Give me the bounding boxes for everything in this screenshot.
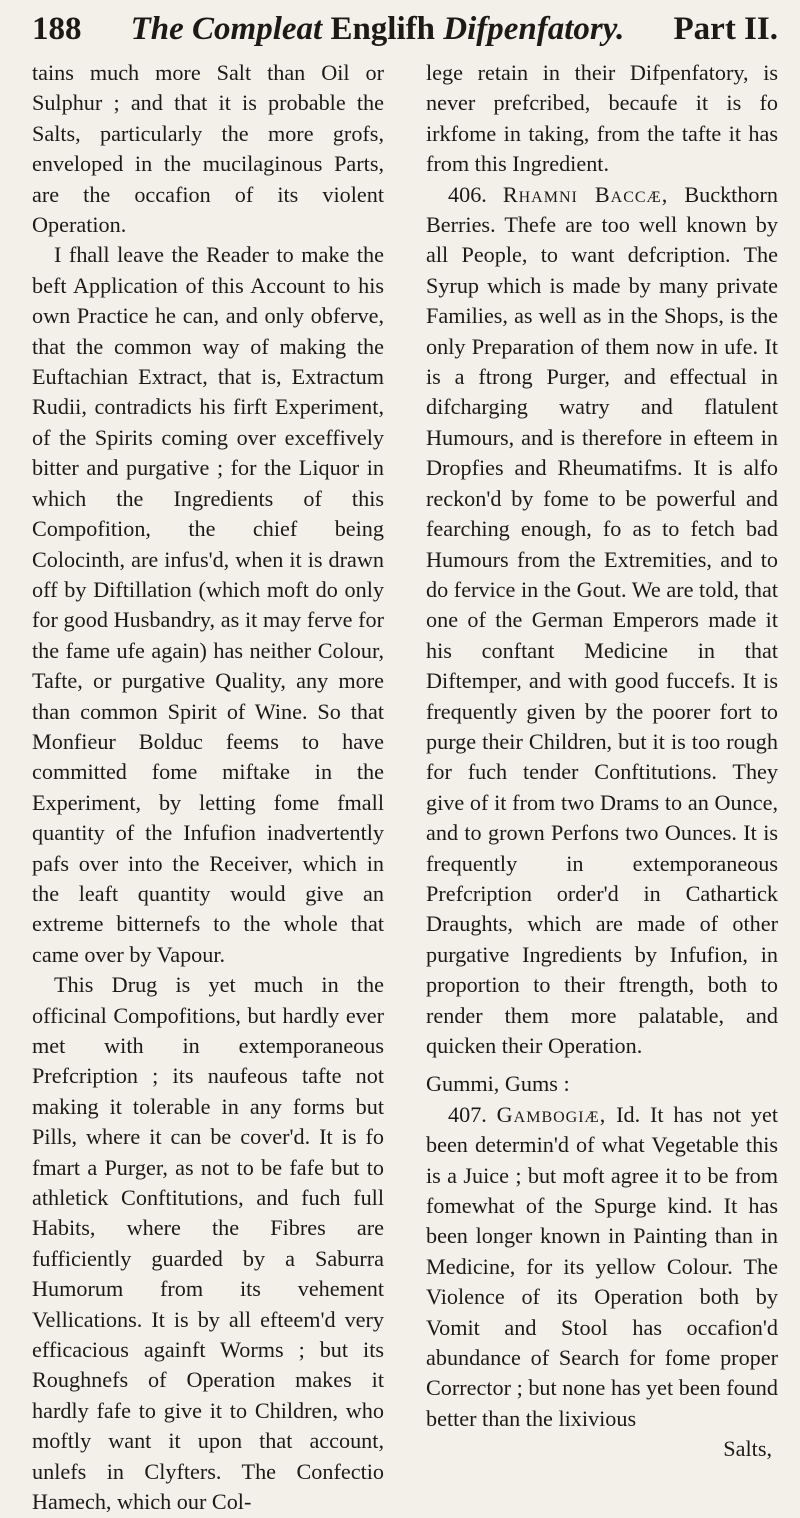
entry-406-text: Buckthorn Berries. Thefe are too well known by all People, to want defcription. The Syrup which is made by many private Families, as well as in the Shops, is the only Preparation of them now in ufe. It is a ftrong Purger, and effectual in difcharging watry and flatulent Humours, and is therefore in efteem in Dropfies and Rheumatifms. It is alfo reckon'd by fome to be powerful and fearching enough, fo as to fetch bad Humours from the Extremities, and to do fervice in the Gout. We are told, that one of the German Emperors made it his conftant Medicine in that Diftemper, and with good fuccefs. It is frequently given by the poorer fort to purge their Children, but it is too rough for fuch tender Conftitutions. They give of it from two Drams to an Ounce, and to grown Perfons two Ounces. It is frequently in extemporaneous Prefcription order'd in Cathartick Draughts, which are made of other purgative Ingredients by Infufion, in proportion to their ftrength, both to render them more palatable, and quicken their Operation.: [426, 181, 778, 1058]
text-columns: [32, 58, 778, 1518]
title-part-1: The Compleat: [130, 11, 323, 47]
left-paragraph-1: tains much more Salt than Oil or Sulphur ; and that it is probable the Salts, particularly the more grofs, enveloped in the mucilaginous Parts, are the occafion of its violent Operation.: [32, 60, 384, 238]
left-paragraph-3: This Drug is yet much in the officinal Compofitions, but hardly ever met with in extemporaneous Prefcription ; its naufeous tafte not making it tolerable in any forms but Pills, where it can be cover'd. It is fo fmart a Purger, as not to be fafe but to athletick Conftitutions, and fuch full Habits, where the Fibres are fufficiently guarded by a Saburra Humorum from its vehement Vellications. It is by all efteem'd very efficacious againft Worms ; but its Roughnefs of Operation makes it hardly fafe to give it to Children, who moftly want it upon that account, unlefs in Clyfters. The Confectio Hamech, which our Col-: [32, 972, 384, 1515]
entry-406-number: 406.: [448, 181, 487, 207]
catchword: Salts,: [723, 1436, 772, 1462]
right-paragraph-1: lege retain in their Difpenfatory, is never prefcribed, becaufe it is fo irkfome in taking, from the tafte it has from this Ingredient.: [426, 60, 778, 177]
entry-407-name: Gambogiæ,: [496, 1101, 607, 1127]
page-number: 188: [32, 11, 82, 47]
entry-407-number: 407.: [448, 1101, 487, 1127]
gummi-heading: Gummi, Gums :: [426, 1071, 570, 1097]
left-paragraph-2: I fhall leave the Reader to make the beft Application of this Account to his own Practice he can, and only obferve, that the common way of making the Euftachian Extract, that is, Extractum Rudii, contradicts his firft Experiment, of the Spirits coming over exceffively bitter and purgative ; for the Liquor in which the Ingredients of this Compofition, the chief being Colocinth, are infus'd, when it is drawn off by Diftillation (which moft do only for good Husbandry, as it may ferve for the fame ufe again) has neither Colour, Tafte, or purgative Quality, any more than common Spirit of Wine. So that Monfieur Bolduc feems to have committed fome miftake in the Experiment, by letting fome fmall quantity of the Infufion inadvertently pafs over into the Receiver, which in the leaft quantity would give an extreme bitternefs to the whole that came over by Vapour.: [32, 242, 384, 967]
entry-407: [426, 1100, 778, 1434]
running-header: [32, 8, 778, 52]
left-column: [32, 58, 384, 1518]
entry-406-name: Rhamni Baccæ,: [502, 181, 669, 207]
title-part-3: Difpenfatory.: [443, 11, 625, 47]
entry-407-text: Id. It has not yet been determin'd of what Vegetable this is a Juice ; but moft agree it to be from fomewhat of the Spurge kind. It has been longer known in Painting than in Medicine, for its yellow Colour. The Violence of its Operation both by Vomit and Stool has occafion'd abundance of Search for fome proper Corrector ; but none has yet been found better than the lixivious: [426, 1101, 778, 1431]
running-title: [131, 8, 625, 50]
right-column: [426, 58, 778, 1518]
part-label: Part II.: [673, 11, 778, 47]
entry-406: [426, 180, 778, 1062]
title-part-2: Englifh: [330, 11, 435, 47]
